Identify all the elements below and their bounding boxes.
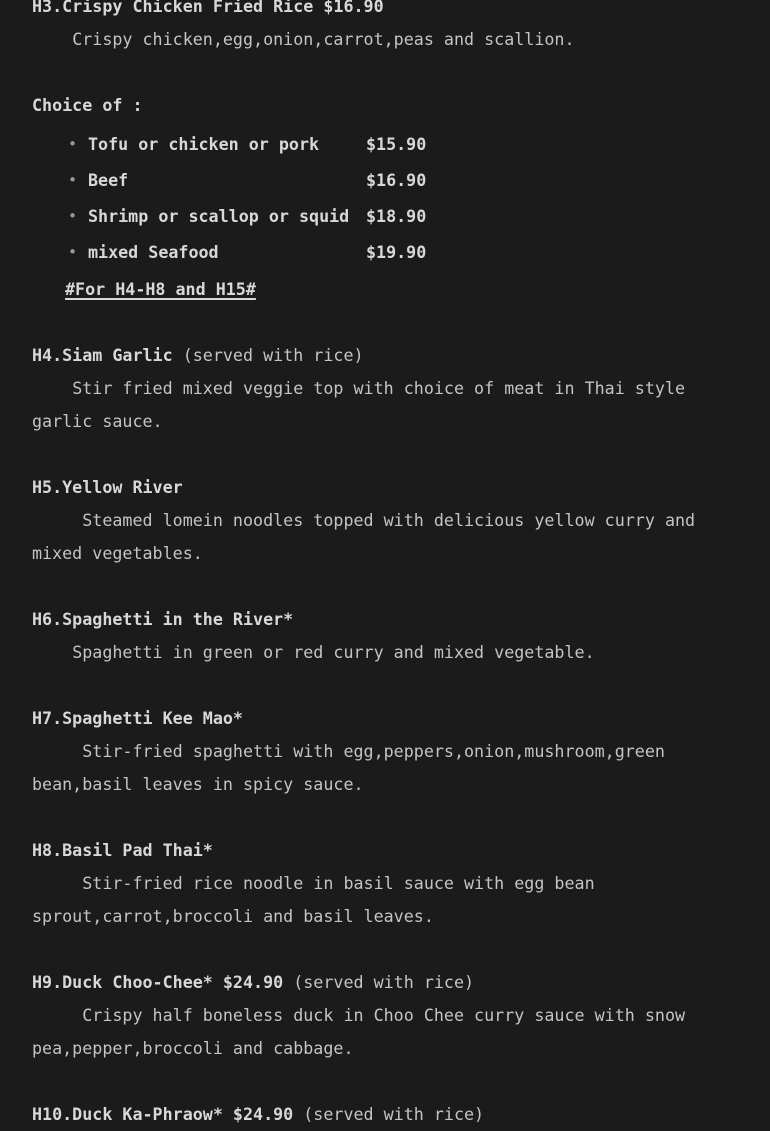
- menu-item-h6: [32, 603, 739, 669]
- menu-item-heading: [32, 339, 739, 372]
- option-label: Tofu or chicken or pork: [88, 134, 320, 154]
- option-price: $18.90: [366, 206, 427, 226]
- choice-note-text: #For H4-H8 and H15#: [65, 279, 256, 299]
- menu-item-heading: [32, 702, 739, 735]
- menu-item-description: Steamed lomein noodles topped with delicious yellow curry and mixed vegetables.: [32, 510, 706, 563]
- menu-item-title: H8.Basil Pad Thai*: [32, 840, 213, 860]
- menu-item-suffix: (served with rice): [293, 1104, 485, 1124]
- menu-item-title: H4.Siam Garlic: [32, 345, 173, 365]
- menu-item-title: H5.Yellow River: [32, 477, 183, 497]
- menu-item-suffix: (served with rice): [283, 972, 475, 992]
- menu-item-h9: [32, 966, 739, 1065]
- menu-item-description: Stir-fried spaghetti with egg,peppers,onion,mushroom,green bean,basil leaves in spicy sauce.: [32, 741, 675, 794]
- menu-item-description: Spaghetti in green or red curry and mixed vegetable.: [32, 642, 595, 662]
- menu-item-description: Stir-fried rice noodle in basil sauce with egg bean sprout,carrot,broccoli and basil leaves.: [32, 873, 605, 926]
- option-label: Beef: [88, 170, 129, 190]
- menu-item-heading: [32, 834, 739, 867]
- choice-note: [65, 273, 739, 306]
- menu-item-h4: [32, 339, 739, 438]
- option-price: $16.90: [366, 170, 427, 190]
- menu-page: [32, 0, 739, 1131]
- menu-item-suffix: (served with rice): [172, 345, 364, 365]
- menu-item-title: H10.Duck Ka-Phraow* $24.90: [32, 1104, 294, 1124]
- choice-of-label: Choice of :: [32, 95, 143, 115]
- menu-item-title: H9.Duck Choo-Chee* $24.90: [32, 972, 284, 992]
- choice-option: [32, 162, 739, 198]
- choice-option: [32, 234, 739, 270]
- choice-options-list: [32, 126, 739, 270]
- menu-item-title: H6.Spaghetti in the River*: [32, 609, 294, 629]
- menu-item-heading: [32, 603, 739, 636]
- menu-item-description: Crispy chicken,egg,onion,carrot,peas and scallion.: [32, 29, 575, 49]
- menu-item-heading: [32, 966, 739, 999]
- menu-item-description: Crispy half boneless duck in Choo Chee curry sauce with snow pea,pepper,broccoli and cabbage.: [32, 1005, 696, 1058]
- choice-option: [32, 198, 739, 234]
- option-label: mixed Seafood: [88, 242, 219, 262]
- option-price: $19.90: [366, 242, 427, 262]
- menu-item-description: Stir fried mixed veggie top with choice of meat in Thai style garlic sauce.: [32, 378, 696, 431]
- menu-item-h10: [32, 1098, 739, 1131]
- menu-item-h5: [32, 471, 739, 570]
- option-price: $15.90: [366, 134, 427, 154]
- menu-item-heading: [32, 1098, 739, 1131]
- choice-of-heading: [32, 89, 739, 122]
- menu-item-title: H7.Spaghetti Kee Mao*: [32, 708, 243, 728]
- menu-item-title: H3.Crispy Chicken Fried Rice $16.90: [32, 0, 384, 16]
- menu-item-h7: [32, 702, 739, 801]
- option-label: Shrimp or scallop or squid: [88, 206, 350, 226]
- choice-option: [32, 126, 739, 162]
- menu-item-heading-h3: [32, 0, 739, 23]
- menu-item-heading: [32, 471, 739, 504]
- menu-item-h8: [32, 834, 739, 933]
